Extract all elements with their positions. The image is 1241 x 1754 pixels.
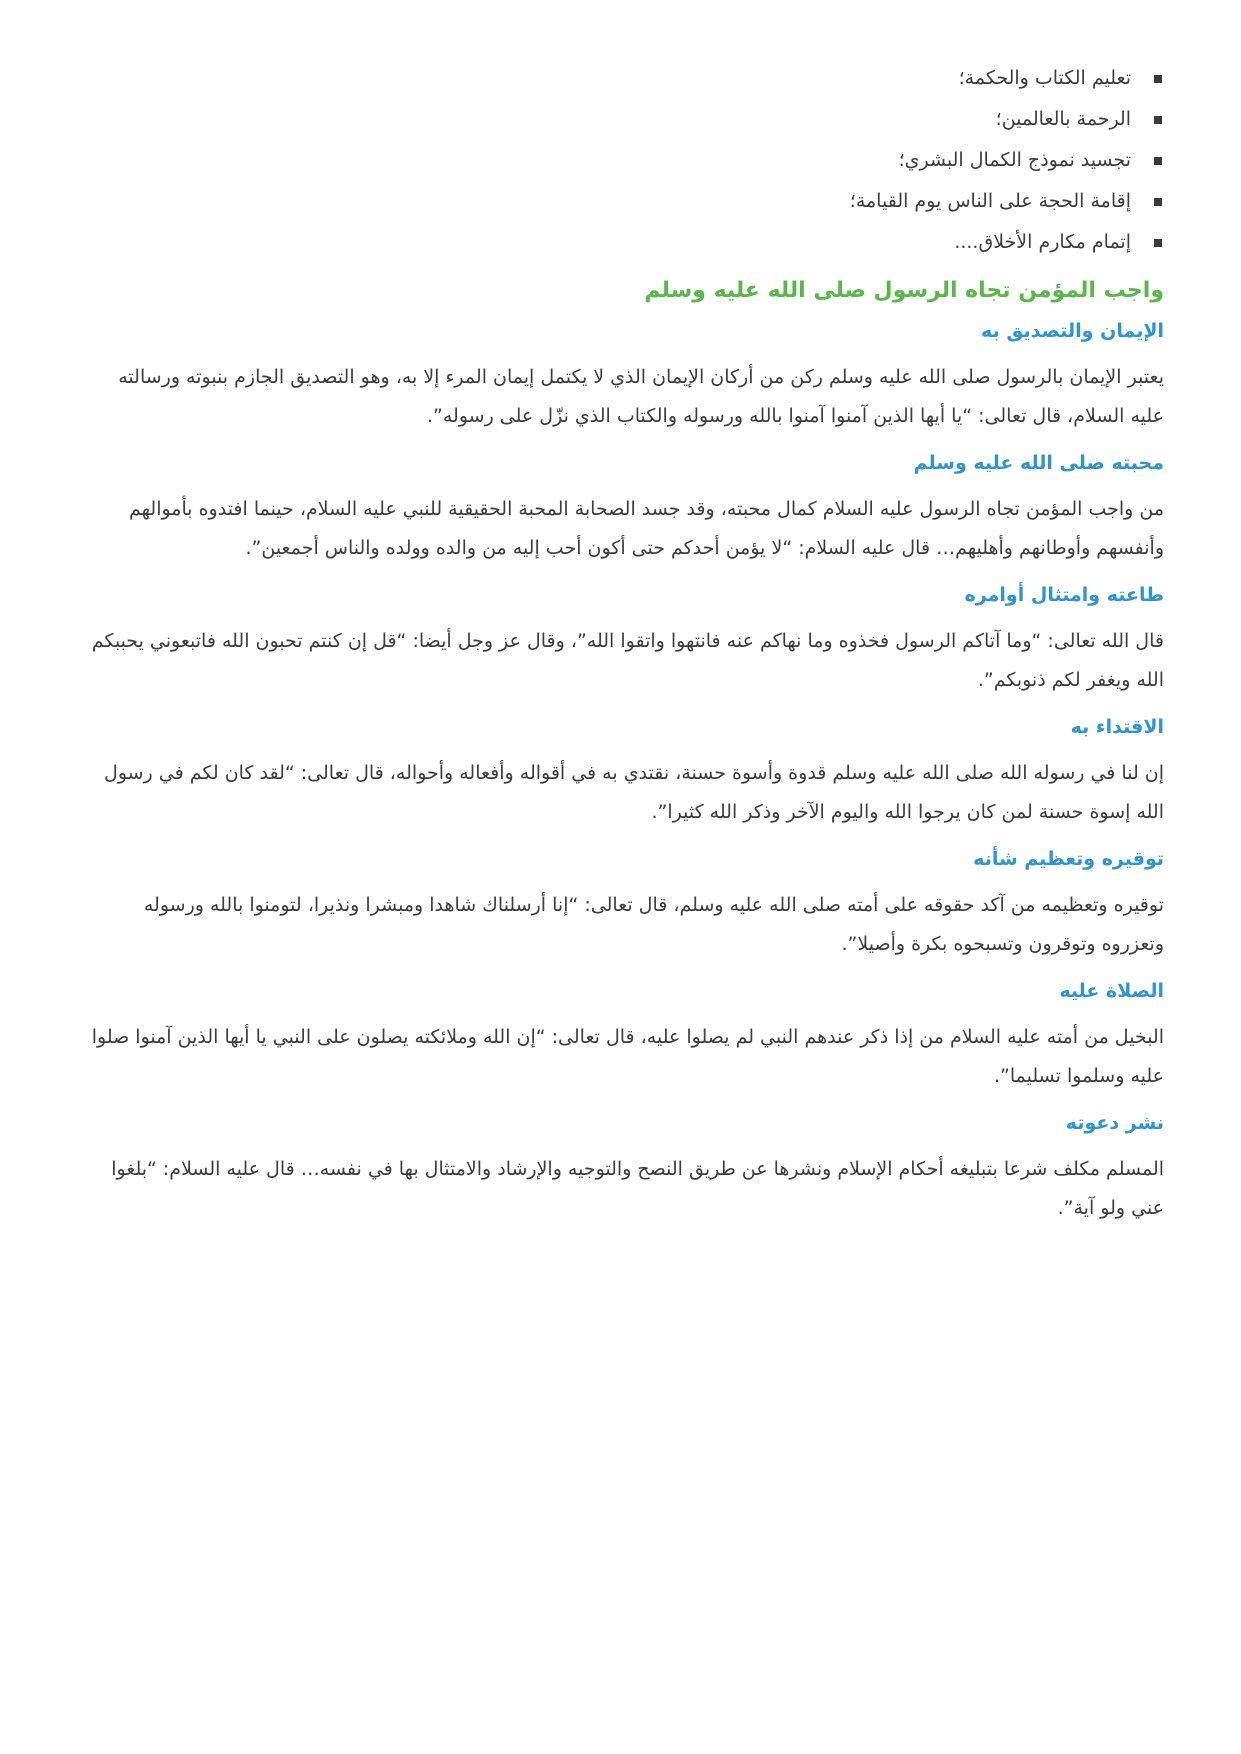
- section-paragraph: من واجب المؤمن تجاه الرسول عليه السلام كمال محبته، وقد جسد الصحابة المحبة الحقيقية للنبي عليه السلام، حينما افتدوه بأموالهم وأنفسهم وأوطانهم وأهليهم… قال عليه السلام: “لا يؤمن أحدكم حتى أكون أحب إليه من والده وولده والناس أجمعين”.: [129, 498, 1164, 559]
- bullet-square-icon: [1154, 239, 1162, 247]
- section-taa: [82, 582, 1164, 700]
- list-item-text: تعليم الكتاب والحكمة؛: [958, 67, 1131, 89]
- section-heading: الصلاة عليه: [1059, 980, 1164, 1002]
- list-item: [82, 99, 1164, 140]
- list-item: [82, 222, 1164, 263]
- list-item-text: تجسيد نموذج الكمال البشري؛: [898, 149, 1131, 171]
- bullet-square-icon: [1154, 116, 1162, 124]
- section-heading: محبته صلى الله عليه وسلم: [913, 452, 1164, 474]
- section-heading: الإيمان والتصديق به: [981, 320, 1164, 342]
- section-tawqir: [82, 846, 1164, 964]
- section-salat: [82, 978, 1164, 1096]
- section-paragraph: توقيره وتعظيمه من آكد حقوقه على أمته صلى الله عليه وسلم، قال تعالى: “إنا أرسلناك شاهدا ومبشرا ونذيرا، لتومنوا بالله ورسوله وتعزروه وتوقرون وتسبحوه بكرة وأصيلا”.: [143, 894, 1164, 955]
- section-paragraph: يعتبر الإيمان بالرسول صلى الله عليه وسلم ركن من أركان الإيمان الذي لا يكتمل إيمان المرء إلا به، وهو التصديق الجازم بنبوته ورسالته عليه السلام، قال تعالى: “يا أيها الذين آمنوا آمنوا بالله ورسوله والكتاب الذي نزّل على رسوله”.: [118, 366, 1164, 427]
- main-heading: واجب المؤمن تجاه الرسول صلى الله عليه وسلم: [644, 278, 1164, 303]
- section-paragraph: إن لنا في رسوله الله صلى الله عليه وسلم قدوة وأسوة حسنة، نقتدي به في أقواله وأفعاله وأحواله، قال تعالى: “لقد كان لكم في رسول الله إسوة حسنة لمن كان يرجوا الله واليوم الآخر وذكر الله كثيرا”.: [104, 762, 1164, 823]
- list-item-text: إقامة الحجة على الناس يوم القيامة؛: [849, 190, 1131, 212]
- section-heading: الاقتداء به: [1070, 716, 1164, 738]
- document-page: [82, 58, 1164, 1242]
- section-paragraph: المسلم مكلف شرعا بتبليغه أحكام الإسلام ونشرها عن طريق النصح والتوجيه والإرشاد والامتثال بها في نفسه… قال عليه السلام: “بلغوا عني ولو آية”.: [111, 1158, 1164, 1219]
- section-heading: نشر دعوته: [1065, 1112, 1164, 1134]
- bullet-square-icon: [1154, 157, 1162, 165]
- section-heading: توقيره وتعظيم شأنه: [973, 848, 1164, 870]
- section-mahabba: [82, 450, 1164, 568]
- section-paragraph: قال الله تعالى: “وما آتاكم الرسول فخذوه وما نهاكم عنه فانتهوا واتقوا الله”، وقال عز وجل أيضا: “قل إن كنتم تحبون الله فاتبعوني يحببكم الله ويغفر لكم ذنوبكم”.: [91, 630, 1164, 691]
- section-iman: [82, 318, 1164, 436]
- list-item: [82, 58, 1164, 99]
- list-item: [82, 140, 1164, 181]
- section-paragraph: البخيل من أمته عليه السلام من إذا ذكر عندهم النبي لم يصلوا عليه، قال تعالى: “إن الله وملائكته يصلون على النبي يا أيها الذين آمنوا صلوا عليه وسلموا تسليما”.: [91, 1026, 1164, 1087]
- list-item-text: الرحمة بالعالمين؛: [995, 108, 1131, 130]
- bullet-square-icon: [1154, 198, 1162, 206]
- bullet-square-icon: [1154, 75, 1162, 83]
- list-item: [82, 181, 1164, 222]
- section-iqtida: [82, 714, 1164, 832]
- section-heading: طاعته وامتثال أوامره: [964, 584, 1164, 606]
- section-dawa: [82, 1110, 1164, 1228]
- bullet-list: [82, 58, 1164, 263]
- list-item-text: إتمام مكارم الأخلاق....: [954, 231, 1131, 253]
